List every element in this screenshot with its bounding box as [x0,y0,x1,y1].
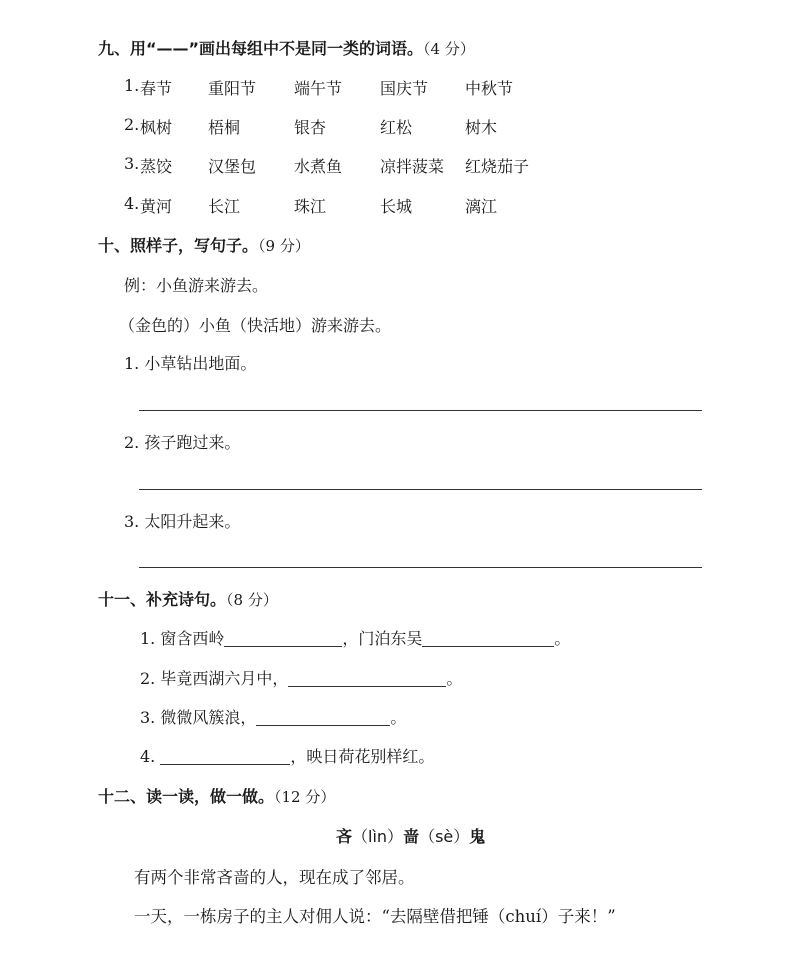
word-option[interactable]: 长城 [380,197,413,216]
word-option[interactable]: 汉堡包 [208,157,257,176]
q9-row-2 [0,115,800,137]
word-option[interactable]: 漓江 [465,197,498,216]
q11-line-3: 3. 微微风簇浪， 。 [140,708,407,727]
word-option[interactable]: 重阳节 [208,79,257,98]
q10-item-3: 3. 太阳升起来。 [124,512,241,531]
q10-answer-line-1[interactable] [139,410,702,411]
q10-example-answer: （金色的）小鱼（快活地）游来游去。 [119,316,392,335]
word-option[interactable]: 黄河 [140,197,173,216]
word-option[interactable]: 端午节 [294,79,343,98]
word-option[interactable]: 水煮鱼 [294,157,343,176]
word-option[interactable]: 树木 [465,118,498,137]
q11-blank-4[interactable] [160,748,290,765]
word-option[interactable]: 红松 [380,118,413,137]
passage-paragraph-1: 有两个非常吝啬的人，现在成了邻居。 [134,868,415,887]
word-option[interactable]: 梧桐 [208,118,241,137]
q10-item-2: 2. 孩子跑过来。 [124,433,241,452]
passage-paragraph-2: 一天，一栋房子的主人对佣人说：“去隔壁借把锤（chuí）子来！” [134,907,616,926]
row-number: 4. [124,194,140,213]
passage-title: 吝（lìn）啬（sè）鬼 [336,827,486,846]
q9-row-4 [0,194,800,216]
q10-answer-line-2[interactable] [139,489,702,490]
q11-line-1: 1. 窗含西岭 ，门泊东吴 。 [140,629,571,648]
q11-heading: 十一、补充诗句。（8 分） [98,590,278,609]
q11-blank-1b[interactable] [422,630,554,647]
row-number: 3. [124,154,140,173]
q12-heading: 十二、读一读，做一做。（12 分） [98,787,336,806]
word-option[interactable]: 枫树 [140,118,173,137]
q10-item-1: 1. 小草钻出地面。 [124,354,257,373]
word-option[interactable]: 春节 [140,79,173,98]
q11-blank-2[interactable] [288,670,446,687]
word-option[interactable]: 蒸饺 [140,157,173,176]
q11-blank-3[interactable] [256,709,390,726]
word-option[interactable]: 中秋节 [465,79,514,98]
word-option[interactable]: 长江 [208,197,241,216]
word-option[interactable]: 珠江 [294,197,327,216]
q10-example-label: 例：小鱼游来游去。 [124,276,269,295]
row-number: 1. [124,76,140,95]
word-option[interactable]: 国庆节 [380,79,429,98]
q10-heading: 十、照样子，写句子。（9 分） [98,236,310,255]
q11-line-4: 4. ，映日荷花别样红。 [140,747,435,766]
q9-row-1 [0,76,800,98]
word-option[interactable]: 凉拌菠菜 [380,157,445,176]
word-option[interactable]: 红烧茄子 [465,157,530,176]
q9-row-3 [0,154,800,176]
q9-heading: 九、用“——”画出每组中不是同一类的词语。（4 分） [98,39,475,58]
q11-blank-1a[interactable] [224,630,342,647]
q11-line-2: 2. 毕竟西湖六月中， 。 [140,669,463,688]
q10-answer-line-3[interactable] [139,567,702,568]
word-option[interactable]: 银杏 [294,118,327,137]
row-number: 2. [124,115,140,134]
